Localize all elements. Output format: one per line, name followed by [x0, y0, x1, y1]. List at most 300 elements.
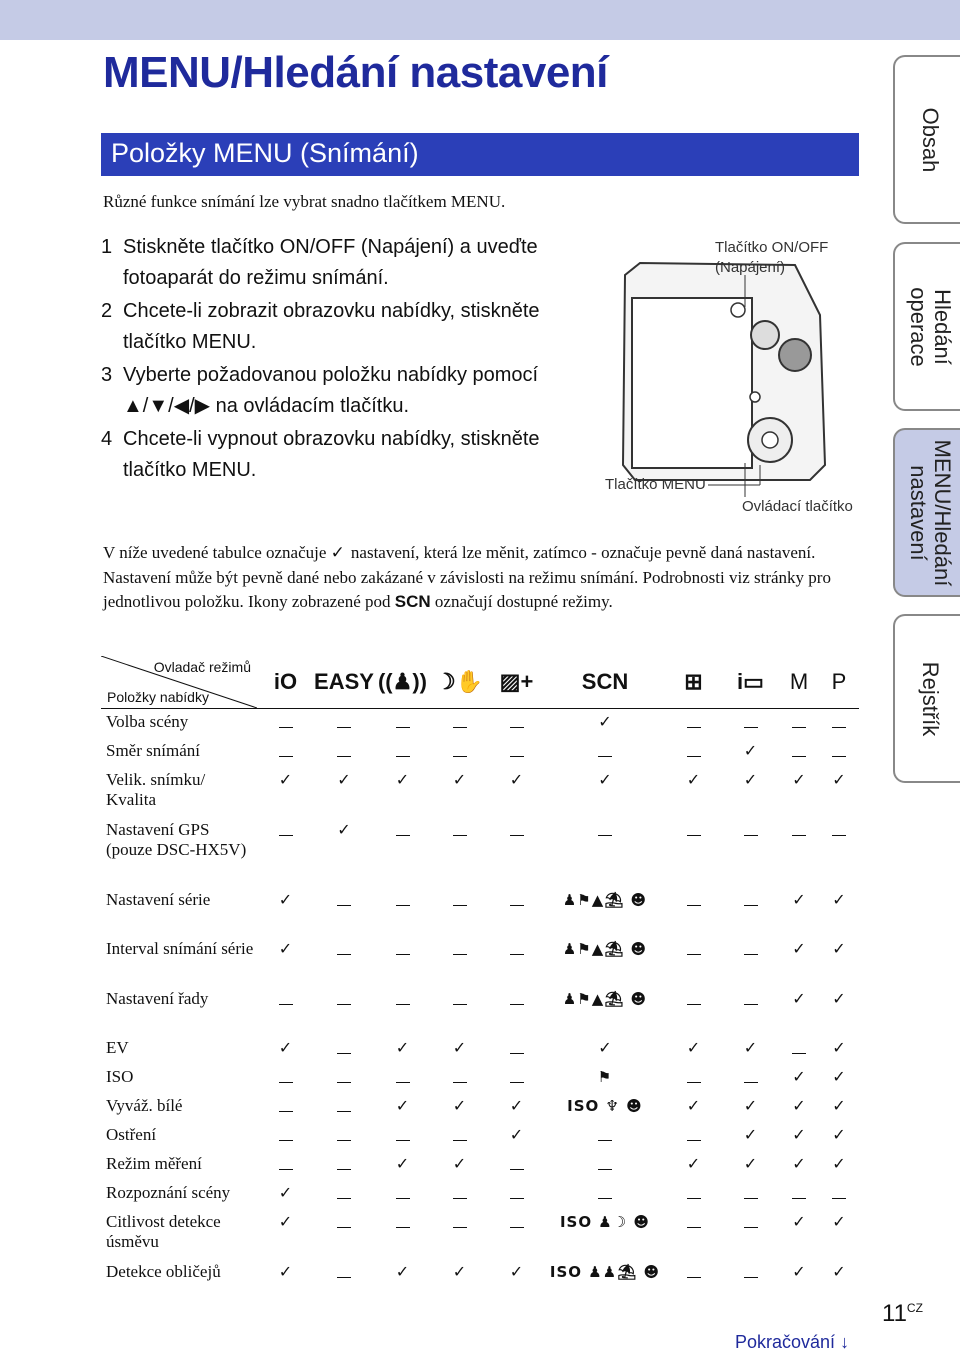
dash-icon: [510, 1227, 524, 1228]
dash-icon: [279, 727, 293, 728]
dash-icon: [453, 1140, 467, 1141]
table-row: [101, 1064, 859, 1093]
mode-header-scn: SCN: [545, 656, 665, 709]
check-icon: ✓: [452, 1153, 467, 1173]
scene-mode-icons: ISO ♟☽ ☻: [559, 1212, 651, 1231]
check-icon: ✓: [395, 1095, 410, 1115]
dash-icon: [279, 1082, 293, 1083]
dash-cell: [431, 1064, 488, 1093]
check-cell: [488, 1093, 545, 1122]
check-cell: [665, 1035, 722, 1064]
dash-icon: [453, 756, 467, 757]
row-label: Nastavení řady: [106, 988, 209, 1008]
check-icon: ✓: [743, 769, 758, 789]
dash-icon: [510, 1053, 524, 1054]
dash-icon: [453, 835, 467, 836]
dash-icon: [453, 727, 467, 728]
dash-icon: [792, 727, 806, 728]
dash-cell: [257, 1122, 314, 1151]
table-row: [101, 767, 859, 817]
dash-cell: [819, 709, 859, 738]
check-cell: [488, 767, 545, 817]
continue-link[interactable]: Pokračování ↓: [735, 1332, 850, 1352]
dash-cell: [431, 1180, 488, 1209]
check-icon: ✓: [792, 1153, 806, 1173]
step-4-text: Chcete-li vypnout obrazovku nabídky, stiskněte tlačítko MENU.: [123, 428, 540, 481]
step-2: 2 Chcete-li zobrazit obrazovku nabídky, stiskněte tlačítko MENU.: [101, 296, 541, 358]
check-cell: [257, 1259, 314, 1309]
dash-icon: [687, 727, 701, 728]
dash-icon: [832, 835, 846, 836]
dash-icon: [337, 727, 351, 728]
dash-icon: [744, 954, 758, 955]
dash-cell: [374, 1122, 431, 1151]
dash-icon: [337, 1169, 351, 1170]
check-icon: ✓: [743, 1153, 758, 1173]
row-label: Citlivost detekce úsměvu: [106, 1211, 221, 1251]
dash-cell: [722, 986, 779, 1035]
scene-mode-icons: ♟⚑▲⛱ ☻: [562, 989, 648, 1008]
dash-icon: [792, 1053, 806, 1054]
dash-cell: [488, 1035, 545, 1064]
check-icon: ✓: [792, 1066, 806, 1086]
dash-icon: [279, 1140, 293, 1141]
check-icon: ✓: [278, 938, 293, 958]
check-cell: [722, 767, 779, 817]
dash-cell: [314, 887, 374, 936]
table-row: [101, 986, 859, 1035]
table-corner: [101, 656, 257, 709]
page-number: $11^{CZ}$: [882, 1300, 923, 1327]
dash-cell: [488, 936, 545, 986]
dash-cell: [314, 986, 374, 1035]
check-icon: ✓: [452, 1261, 467, 1281]
scene-icons-cell: [545, 887, 665, 936]
row-label: Nastavení GPS (pouze DSC-HX5V): [106, 819, 247, 859]
arrow-down-icon: ↓: [840, 1332, 850, 1352]
check-icon: ✓: [832, 938, 846, 958]
check-cell: [819, 767, 859, 817]
check-icon: ✓: [278, 889, 293, 909]
check-cell: [779, 1122, 819, 1151]
dash-cell: [722, 1180, 779, 1209]
dash-cell: [431, 1122, 488, 1151]
scene-icons-cell: [545, 1064, 665, 1093]
dash-cell: [488, 1209, 545, 1259]
dash-icon: [510, 954, 524, 955]
row-label: Volba scény: [106, 712, 189, 731]
check-cell: [722, 1035, 779, 1064]
scene-icons-cell: [545, 1093, 665, 1122]
dash-icon: [396, 954, 410, 955]
check-cell: [819, 1209, 859, 1259]
check-icon: ✓: [598, 712, 612, 731]
check-cell: [431, 1035, 488, 1064]
check-icon: ✓: [832, 1261, 846, 1281]
table-row: [101, 1035, 859, 1064]
legend-paragraph: V níže uvedené tabulce označuje ✓ nastavení, která lze měnit, zatímco - označuje pevně daná nastavení. Nastavení může být pevně dané nebo zakázané v závislosti na režimu snímání. Podrobnosti viz stránky pro jednotlivou položku. Ikony zobrazené pod SCN označují dostupné režimy.: [103, 543, 831, 611]
dash-icon: [510, 1082, 524, 1083]
dash-cell: [779, 817, 819, 887]
check-cell: [779, 1064, 819, 1093]
dash-icon: [598, 835, 612, 836]
dash-cell: [488, 709, 545, 738]
check-icon: ✓: [792, 769, 806, 789]
dash-cell: [314, 1064, 374, 1093]
check-cell: [431, 1151, 488, 1180]
dash-cell: [374, 887, 431, 936]
check-icon: ✓: [509, 1261, 524, 1281]
step-3-text: Vyberte požadovanou položku nabídky pomocí ▲/▼/◀/▶ na ovládacím tlačítku.: [123, 364, 539, 417]
check-icon: ✓: [598, 769, 612, 789]
check-icon: ✓: [686, 1153, 701, 1173]
check-cell: [779, 986, 819, 1035]
dash-cell: [374, 986, 431, 1035]
dash-icon: [396, 905, 410, 906]
check-cell: [257, 1035, 314, 1064]
dash-icon: [744, 1198, 758, 1199]
dash-icon: [744, 1277, 758, 1278]
scene-mode-icons: ♟⚑▲⛱ ☻: [562, 939, 648, 958]
dash-icon: [792, 835, 806, 836]
check-cell: [819, 1035, 859, 1064]
dash-icon: [832, 756, 846, 757]
dash-icon: [337, 1277, 351, 1278]
dash-icon: [337, 756, 351, 757]
dash-cell: [374, 936, 431, 986]
check-icon: ✓: [792, 988, 806, 1008]
dash-cell: [374, 1209, 431, 1259]
check-icon: ✓: [686, 1095, 701, 1115]
tab-hledani-operace-label: Hledání operace: [906, 286, 955, 367]
check-cell: [819, 887, 859, 936]
dash-icon: [337, 1111, 351, 1112]
dash-icon: [510, 1198, 524, 1199]
dash-cell: [431, 817, 488, 887]
step-1-text: Stiskněte tlačítko ON/OFF (Napájení) a uveďte fotoaparát do režimu snímání.: [123, 236, 538, 289]
dash-cell: [488, 986, 545, 1035]
row-label: Ostření: [106, 1124, 157, 1144]
dash-icon: [832, 727, 846, 728]
dash-icon: [453, 905, 467, 906]
section-header: [101, 133, 859, 176]
dash-icon: [687, 1277, 701, 1278]
check-icon: ✓: [743, 1095, 758, 1115]
check-cell: [722, 1093, 779, 1122]
dash-cell: [665, 817, 722, 887]
dash-cell: [545, 738, 665, 767]
dash-icon: [453, 1198, 467, 1199]
dash-cell: [722, 887, 779, 936]
check-cell: [819, 1259, 859, 1309]
dash-icon: [396, 1227, 410, 1228]
dash-cell: [488, 1151, 545, 1180]
dash-icon: [396, 1004, 410, 1005]
dash-icon: [598, 1198, 612, 1199]
dash-icon: [687, 1198, 701, 1199]
check-cell: [374, 1151, 431, 1180]
check-icon: ✓: [792, 889, 806, 909]
dash-icon: [832, 1198, 846, 1199]
dash-icon: [337, 1198, 351, 1199]
row-label: Interval snímání série: [106, 938, 254, 958]
dash-cell: [819, 817, 859, 887]
scene-icons-cell: [545, 986, 665, 1035]
dash-cell: [488, 887, 545, 936]
check-cell: [431, 1259, 488, 1309]
dash-icon: [687, 905, 701, 906]
check-cell: [779, 1209, 819, 1259]
mode-header-antiblur: ((♟)): [374, 656, 431, 709]
corner-bottom-label: Položky nabídky: [107, 689, 209, 705]
dash-icon: [337, 954, 351, 955]
row-label: Detekce obličejů: [106, 1261, 221, 1281]
check-cell: [779, 1093, 819, 1122]
check-icon: ✓: [337, 819, 351, 839]
table-row: [101, 817, 859, 887]
check-cell: [779, 887, 819, 936]
table-row: [101, 887, 859, 936]
dash-cell: [431, 936, 488, 986]
check-icon: ✓: [743, 740, 758, 760]
dash-cell: [545, 817, 665, 887]
row-label: EV: [106, 1037, 129, 1057]
check-icon: ✓: [743, 1124, 758, 1144]
check-cell: [257, 1180, 314, 1209]
check-cell: [545, 709, 665, 738]
camera-illustration: [605, 235, 865, 520]
tab-obsah[interactable]: [893, 55, 960, 224]
row-label: Vyváž. bílé: [106, 1095, 183, 1115]
dash-icon: [337, 1082, 351, 1083]
dash-icon: [453, 1227, 467, 1228]
check-icon: ✓: [452, 769, 467, 789]
check-icon: ✓: [792, 938, 806, 958]
check-cell: [431, 1093, 488, 1122]
scene-icons-cell: [545, 936, 665, 986]
dash-icon: [687, 1004, 701, 1005]
dash-cell: [257, 1064, 314, 1093]
tab-rejstrik-label: Rejstřík: [918, 661, 943, 736]
dash-cell: [665, 738, 722, 767]
check-icon: ✓: [686, 1037, 701, 1057]
check-cell: [779, 936, 819, 986]
check-icon: ✓: [509, 1095, 524, 1115]
check-icon: ✓: [330, 543, 345, 562]
control-button-label: Ovládací tlačítko: [742, 498, 853, 515]
dash-cell: [314, 1259, 374, 1309]
dash-cell: [257, 817, 314, 887]
dash-icon: [279, 1004, 293, 1005]
mode-header-twilight: ☽✋: [431, 656, 488, 709]
tab-obsah-label: Obsah: [918, 107, 943, 172]
check-icon: ✓: [278, 1037, 293, 1057]
check-cell: [257, 767, 314, 817]
check-cell: [819, 986, 859, 1035]
check-cell: [819, 936, 859, 986]
dash-cell: [257, 1093, 314, 1122]
dash-icon: [687, 1227, 701, 1228]
check-cell: [257, 936, 314, 986]
dash-icon: [396, 835, 410, 836]
row-label: Velik. snímku/ Kvalita: [106, 769, 206, 809]
dash-cell: [257, 1151, 314, 1180]
dash-icon: [279, 1169, 293, 1170]
mode-header-bgdefocus: ▨+: [488, 656, 545, 709]
dash-icon: [510, 1169, 524, 1170]
top-band: [0, 0, 960, 40]
dash-icon: [510, 835, 524, 836]
dash-icon: [744, 835, 758, 836]
tab-hledani-operace[interactable]: [893, 242, 960, 411]
tab-rejstrik[interactable]: [893, 614, 960, 783]
dash-cell: [257, 986, 314, 1035]
dash-cell: [314, 1035, 374, 1064]
check-cell: [722, 1151, 779, 1180]
check-icon: ✓: [686, 769, 701, 789]
scene-icons-cell: [545, 1259, 665, 1309]
check-icon: ✓: [832, 1037, 846, 1057]
check-icon: ✓: [832, 1153, 846, 1173]
check-icon: ✓: [792, 1211, 806, 1231]
check-icon: ✓: [452, 1095, 467, 1115]
check-icon: ✓: [395, 1153, 410, 1173]
dash-cell: [665, 986, 722, 1035]
dash-icon: [396, 727, 410, 728]
power-button-label-2: (Napájení): [715, 259, 786, 276]
row-label: Směr snímání: [106, 740, 200, 760]
check-cell: [779, 1151, 819, 1180]
dash-cell: [722, 817, 779, 887]
dash-cell: [431, 1209, 488, 1259]
dash-icon: [687, 954, 701, 955]
dash-cell: [722, 709, 779, 738]
check-icon: ✓: [792, 1124, 806, 1144]
dash-cell: [665, 1209, 722, 1259]
section-title: Položky MENU (Snímání): [111, 138, 419, 168]
dash-cell: [314, 1122, 374, 1151]
dash-cell: [314, 1151, 374, 1180]
scene-icons-cell: [545, 1209, 665, 1259]
dash-icon: [598, 1169, 612, 1170]
menu-button-label: Tlačítko MENU: [605, 476, 706, 493]
dash-icon: [744, 905, 758, 906]
mode-header-manual: M: [779, 656, 819, 709]
check-cell: [665, 1151, 722, 1180]
table-row: [101, 1180, 859, 1209]
check-icon: ✓: [832, 769, 846, 789]
dash-icon: [279, 835, 293, 836]
dash-icon: [510, 905, 524, 906]
menu-items-table: [101, 656, 859, 1309]
check-cell: [779, 1259, 819, 1309]
check-icon: ✓: [832, 1095, 846, 1115]
check-cell: [665, 1093, 722, 1122]
mode-header-program: P: [819, 656, 859, 709]
check-icon: ✓: [278, 1211, 293, 1231]
dash-icon: [687, 835, 701, 836]
dash-cell: [665, 887, 722, 936]
check-cell: [819, 1064, 859, 1093]
dash-cell: [545, 1180, 665, 1209]
dash-icon: [687, 1082, 701, 1083]
dash-icon: [396, 1198, 410, 1199]
check-icon: ✓: [832, 988, 846, 1008]
dash-icon: [337, 1004, 351, 1005]
dash-cell: [819, 1180, 859, 1209]
step-1: 1 Stiskněte tlačítko ON/OFF (Napájení) a uveďte fotoaparát do režimu snímání.: [101, 232, 541, 294]
dash-icon: [396, 1140, 410, 1141]
scene-mode-icons: ISO ♆ ☻: [567, 1096, 643, 1115]
check-cell: [314, 767, 374, 817]
row-label: Rozpoznání scény: [106, 1182, 231, 1202]
table-row: [101, 1122, 859, 1151]
dash-cell: [665, 1122, 722, 1151]
dash-cell: [314, 936, 374, 986]
check-icon: ✓: [792, 1261, 806, 1281]
row-label: ISO: [106, 1066, 134, 1086]
dash-icon: [598, 756, 612, 757]
mode-header-easy: EASY: [314, 656, 374, 709]
dash-icon: [744, 1082, 758, 1083]
page-lang: CZ: [906, 1301, 923, 1315]
dash-cell: [431, 709, 488, 738]
check-icon: ✓: [509, 769, 524, 789]
mode-header-iauto: iO: [257, 656, 314, 709]
dash-cell: [488, 1064, 545, 1093]
check-icon: ✓: [395, 1037, 410, 1057]
dash-cell: [314, 709, 374, 738]
check-cell: [545, 767, 665, 817]
step-2-text: Chcete-li zobrazit obrazovku nabídky, stiskněte tlačítko MENU.: [123, 300, 540, 353]
corner-top-label: Ovladač režimů: [153, 659, 251, 675]
dash-icon: [792, 1198, 806, 1199]
dash-cell: [779, 1035, 819, 1064]
dash-icon: [792, 756, 806, 757]
dash-cell: [374, 709, 431, 738]
dash-cell: [257, 738, 314, 767]
mode-header-movie: ⊞: [665, 656, 722, 709]
check-cell: [374, 767, 431, 817]
dash-cell: [257, 709, 314, 738]
check-icon: ✓: [278, 1182, 293, 1202]
dash-icon: [687, 1140, 701, 1141]
tab-menu-hledani-nastaveni[interactable]: [893, 428, 960, 597]
dash-cell: [314, 1180, 374, 1209]
check-cell: [819, 1151, 859, 1180]
table-row: [101, 1093, 859, 1122]
dash-cell: [722, 1259, 779, 1309]
dash-cell: [374, 1064, 431, 1093]
dash-icon: [598, 1140, 612, 1141]
check-cell: [819, 1122, 859, 1151]
dash-icon: [510, 756, 524, 757]
check-icon: ✓: [337, 769, 351, 789]
dash-cell: [314, 738, 374, 767]
dash-cell: [545, 1122, 665, 1151]
dash-icon: [279, 1111, 293, 1112]
dash-icon: [337, 1053, 351, 1054]
table-row: [101, 1209, 859, 1259]
row-label: Nastavení série: [106, 889, 211, 909]
row-label: Režim měření: [106, 1153, 202, 1173]
dash-cell: [374, 738, 431, 767]
step-3: 3 Vyberte požadovanou položku nabídky pomocí ▲/▼/◀/▶ na ovládacím tlačítku.: [101, 360, 541, 422]
dash-icon: [279, 756, 293, 757]
dash-icon: [453, 954, 467, 955]
check-cell: [722, 738, 779, 767]
dash-icon: [337, 1227, 351, 1228]
